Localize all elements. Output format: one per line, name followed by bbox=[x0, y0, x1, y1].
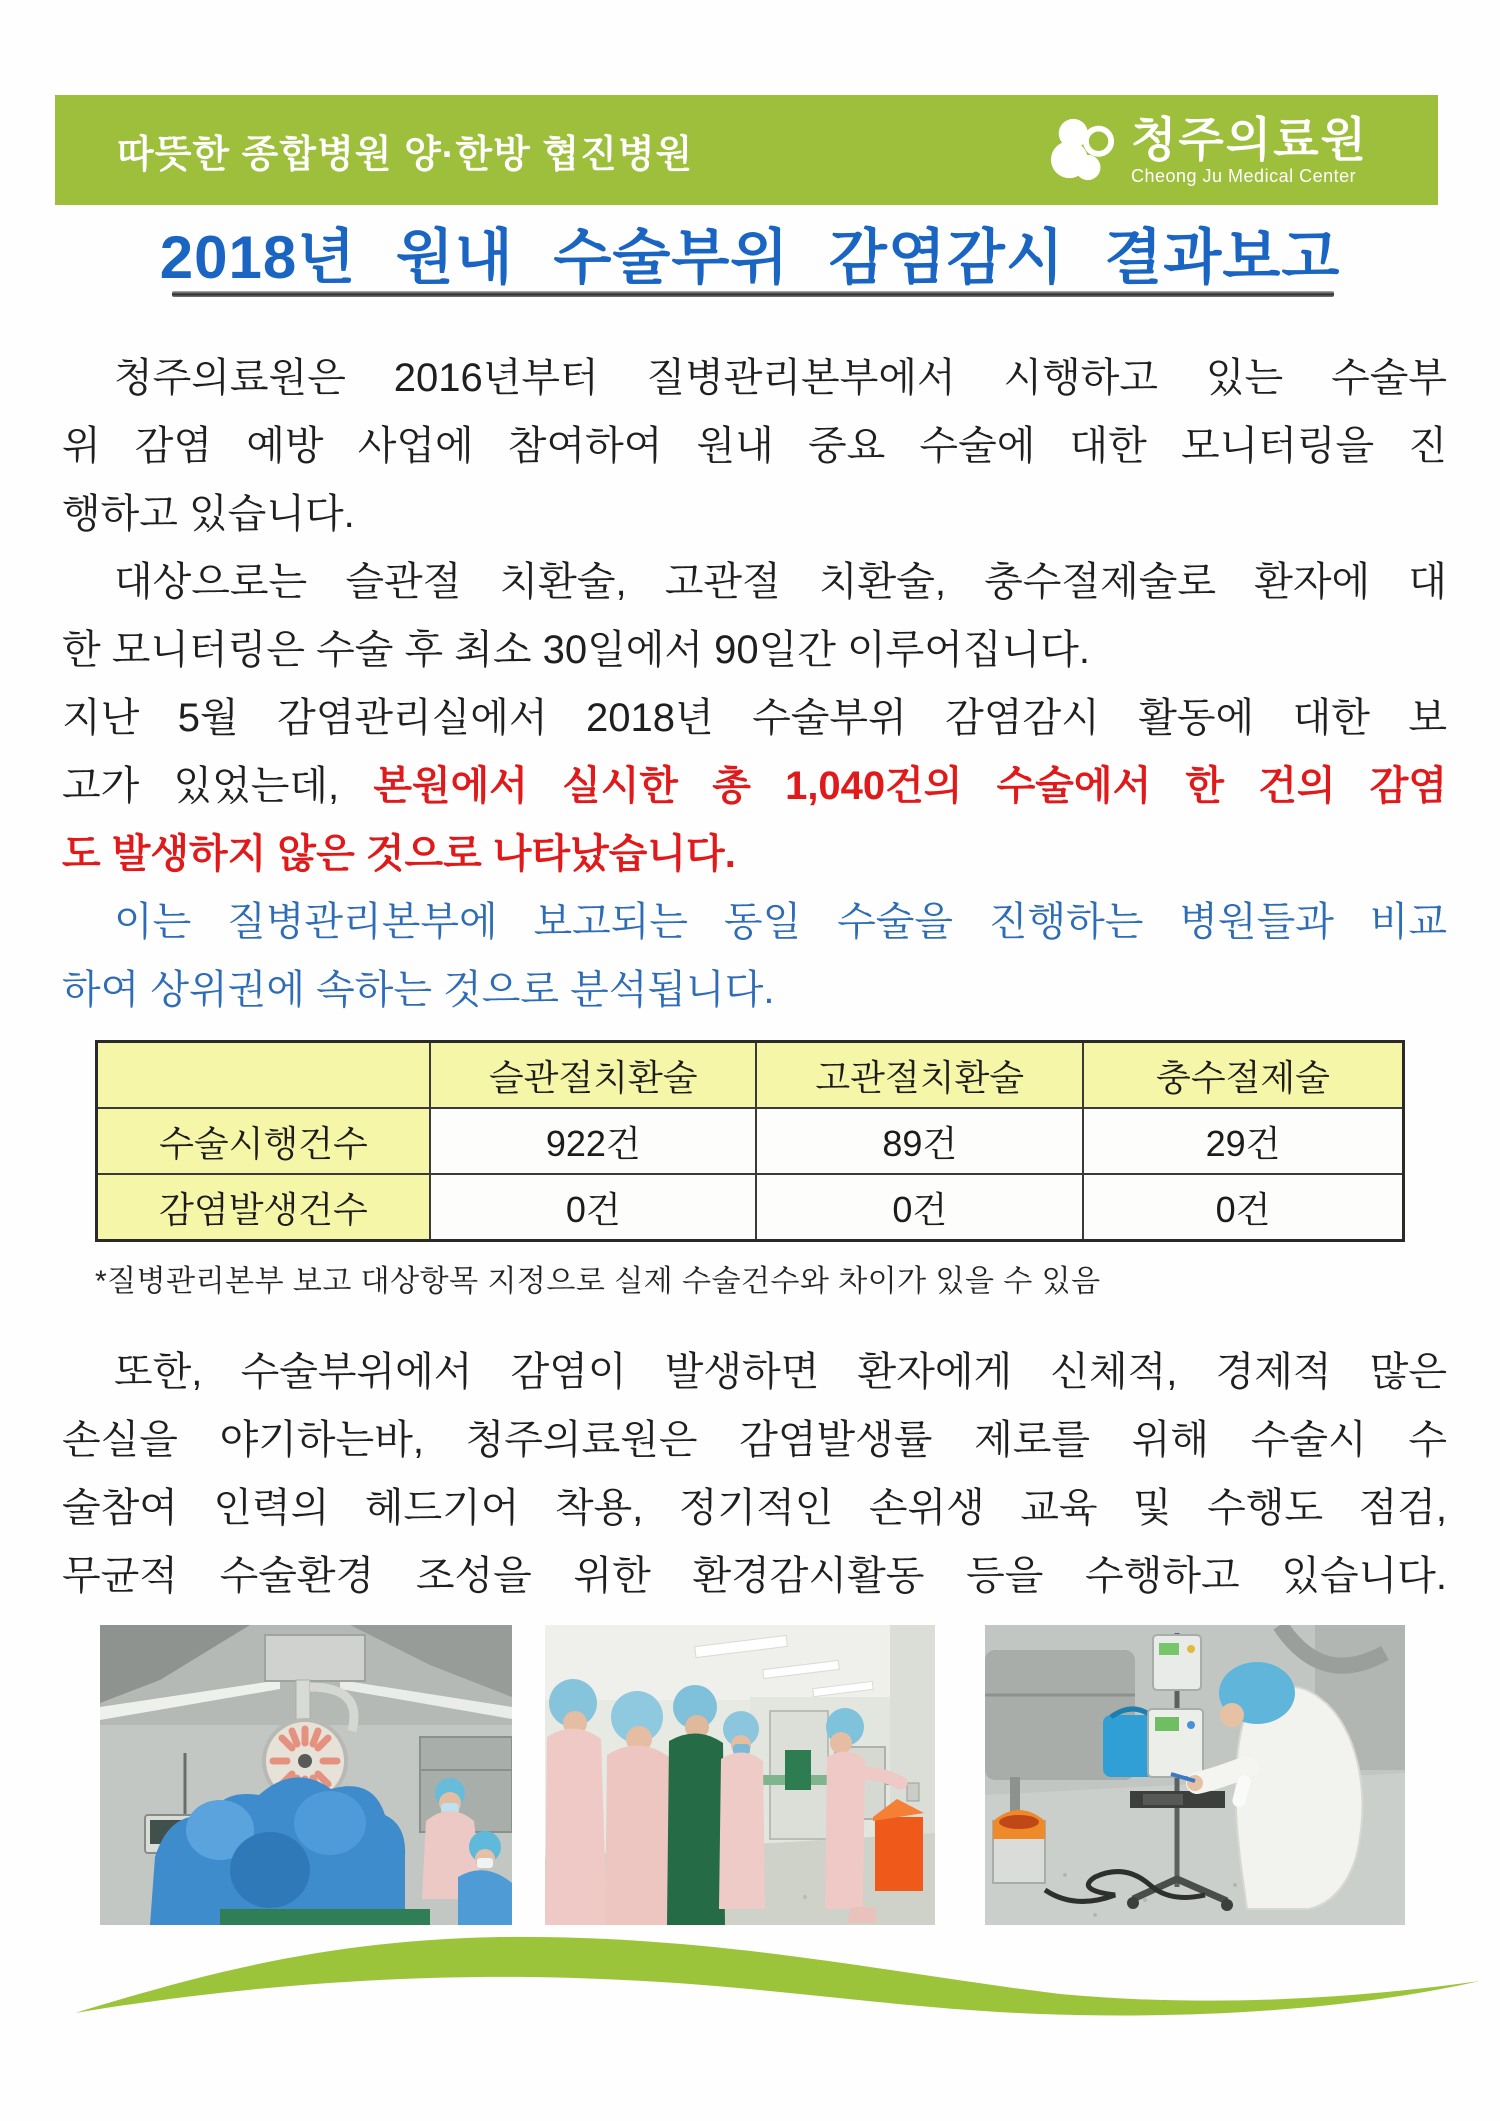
logo-english-name: Cheong Ju Medical Center bbox=[1130, 165, 1357, 186]
hand-hygiene-training-photo bbox=[545, 1625, 935, 1925]
table-value-cell: 0건 bbox=[756, 1174, 1083, 1241]
header-banner bbox=[55, 95, 1438, 205]
table-header-cell: 고관절치환술 bbox=[756, 1042, 1083, 1109]
body-text-segment: 도 발생하지 않은 것으로 나타났습니다. bbox=[62, 832, 736, 876]
footer-swoosh bbox=[0, 1920, 1500, 2050]
table-value-cell: 922건 bbox=[430, 1108, 757, 1174]
body-text-segment: 술참여 인력의 헤드기어 착용, 정기적인 손위생 교육 및 수행도 점검, bbox=[62, 1486, 1447, 1530]
body-line bbox=[62, 344, 1447, 412]
body-text-segment: 또한, 수술부위에서 감염이 발생하면 환자에게 신체적, 경제적 많은 bbox=[114, 1350, 1447, 1394]
body-text-top bbox=[62, 344, 1447, 1024]
hospital-tagline: 따뜻한 종합병원 양·한방 협진병원 bbox=[117, 133, 694, 176]
body-text-segment: 하여 상위권에 속하는 것으로 분석됩니다. bbox=[62, 968, 775, 1012]
body-text-segment: 무균적 수술환경 조성을 위한 환경감시활동 등을 수행하고 있습니다. bbox=[62, 1554, 1447, 1598]
table-row bbox=[97, 1174, 1404, 1241]
body-line bbox=[62, 1338, 1447, 1406]
body-line bbox=[62, 956, 1447, 1024]
infection-table-wrap bbox=[95, 1040, 1405, 1242]
body-line bbox=[62, 1406, 1447, 1474]
infection-table bbox=[95, 1040, 1405, 1242]
table-header-row bbox=[97, 1042, 1404, 1109]
title-underline bbox=[172, 291, 1334, 297]
table-header-cell: 슬관절치환술 bbox=[430, 1042, 757, 1109]
hospital-logo bbox=[1049, 112, 1368, 188]
table-corner-cell bbox=[97, 1042, 430, 1109]
body-text-segment: 지난 5월 감염관리실에서 2018년 수술부위 감염감시 활동에 대한 보 bbox=[62, 696, 1447, 740]
body-text-bottom bbox=[62, 1338, 1447, 1610]
body-line bbox=[62, 548, 1447, 616]
table-value-cell: 0건 bbox=[430, 1174, 757, 1241]
body-line bbox=[62, 820, 1447, 888]
title-row bbox=[0, 210, 1500, 296]
page-title: 2018년 원내 수술부위 감염감시 결과보고 bbox=[159, 224, 1341, 291]
body-line bbox=[62, 888, 1447, 956]
body-text-segment: 한 모니터링은 수술 후 최소 30일에서 90일간 이루어집니다. bbox=[62, 628, 1090, 672]
body-line bbox=[62, 1474, 1447, 1542]
body-text-segment: 청주의료원은 2016년부터 질병관리본부에서 시행하고 있는 수술부 bbox=[114, 356, 1447, 400]
equipment-inspection-photo bbox=[985, 1625, 1405, 1925]
table-row-label: 감염발생건수 bbox=[97, 1174, 430, 1241]
body-line bbox=[62, 616, 1447, 684]
body-text-segment: 이는 질병관리본부에 보고되는 동일 수술을 진행하는 병원들과 비교 bbox=[114, 900, 1447, 944]
body-line bbox=[62, 412, 1447, 480]
body-line bbox=[62, 752, 1447, 820]
body-text-segment: 대상으로는 슬관절 치환술, 고관절 치환술, 충수절제술로 환자에 대 bbox=[114, 560, 1447, 604]
logo-text bbox=[1130, 112, 1368, 186]
clover-logo-icon bbox=[1049, 112, 1117, 188]
table-row-label: 수술시행건수 bbox=[97, 1108, 430, 1174]
table-value-cell: 89건 bbox=[756, 1108, 1083, 1174]
logo-korean-name: 청주의료원 bbox=[1130, 112, 1368, 166]
table-value-cell: 29건 bbox=[1083, 1108, 1404, 1174]
table-row bbox=[97, 1108, 1404, 1174]
body-text-segment: 고가 있었는데, bbox=[62, 764, 374, 808]
body-line bbox=[62, 480, 1447, 548]
body-text-segment: 손실을 야기하는바, 청주의료원은 감염발생률 제로를 위해 수술시 수 bbox=[62, 1418, 1447, 1462]
table-value-cell: 0건 bbox=[1083, 1174, 1404, 1241]
body-text-segment: 위 감염 예방 사업에 참여하여 원내 중요 수술에 대한 모니터링을 진 bbox=[62, 424, 1447, 468]
body-line bbox=[62, 1542, 1447, 1610]
table-header-cell: 충수절제술 bbox=[1083, 1042, 1404, 1109]
body-line bbox=[62, 684, 1447, 752]
body-text-segment: 본원에서 실시한 총 1,040건의 수술에서 한 건의 감염 bbox=[373, 764, 1447, 808]
operating-room-photo bbox=[100, 1625, 512, 1925]
table-footnote: *질병관리본부 보고 대상항목 지정으로 실제 수술건수와 차이가 있을 수 있음 bbox=[95, 1265, 1101, 1298]
body-text-segment: 행하고 있습니다. bbox=[62, 492, 355, 536]
